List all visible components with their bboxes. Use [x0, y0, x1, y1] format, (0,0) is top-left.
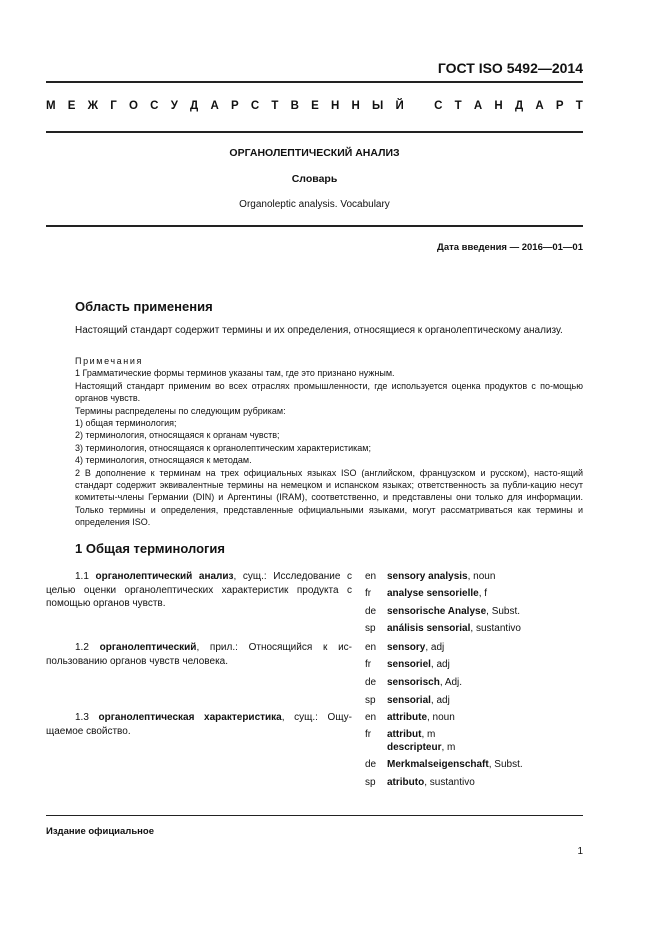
lang-code: sp — [365, 695, 376, 706]
term-name: органолептический — [99, 642, 197, 653]
banner-letter: Й — [395, 100, 404, 112]
page-number: 1 — [577, 846, 583, 857]
equivalent-term: attribute — [387, 712, 427, 723]
header-rule-bottom — [46, 131, 583, 133]
lang-code: sp — [365, 623, 376, 634]
banner-gap — [416, 100, 422, 112]
document-code: ГОСТ ISO 5492—2014 — [437, 60, 583, 76]
banner-letter: Т — [575, 100, 583, 112]
note-item: 2 В дополнение к терминам на трех официальных языках ISO (английском, французском и русском), насто-ящий стандарт содержит эквивалентные термины на немецком и испанском языках; ответственность за публи-кацию несут комитеты-члены Германии (DIN) и Аргентины (IRAM), соответственно, и представлены они только для информации. Только термины и определения, представленные официальными языками, могут рассматриваться как термины и определения ISO. — [75, 467, 583, 528]
lang-code: sp — [365, 777, 376, 788]
lang-code: de — [365, 759, 377, 770]
banner-letter: О — [129, 100, 138, 112]
lang-code: en — [365, 571, 377, 582]
equivalent-term: sensorial — [387, 695, 431, 706]
term-definition: , сущ.: Ощу-щаемое свойство. — [46, 712, 352, 737]
banner-letter: Г — [110, 100, 117, 112]
standard-title: ОРГАНОЛЕПТИЧЕСКИЙ АНАЛИЗ — [229, 147, 400, 159]
banner-letter: С — [250, 100, 260, 112]
term-entry-1-2 — [46, 641, 352, 668]
banner-letter: Е — [311, 100, 319, 112]
banner-letter: Д — [190, 100, 199, 112]
scope-heading: Область применения — [75, 299, 213, 314]
banner-letter: Р — [555, 100, 564, 112]
note-item: 4) терминология, относящаяся к методам. — [75, 455, 252, 466]
equivalent-term: attribut — [387, 729, 422, 740]
note-item: Термины распределены по следующим рубрикам: — [75, 405, 286, 416]
note-item: 2) терминология, относящаяся к органам чувств; — [75, 430, 280, 441]
banner-letter: У — [170, 100, 178, 112]
lang-code: fr — [365, 729, 372, 740]
banner-letter: Н — [351, 100, 360, 112]
term-definition: , сущ.: Исследование с целью оценки органолептических характеристик продукта с помощью органов чувств. — [46, 571, 353, 609]
banner-letter: Ы — [372, 100, 384, 112]
equivalent-term: sensory — [387, 642, 426, 653]
banner-letter: В — [290, 100, 299, 112]
banner-letter: Т — [271, 100, 279, 112]
equivalent-term: sensorische Analyse — [387, 606, 487, 617]
lang-code: en — [365, 642, 377, 653]
lang-code: en — [365, 712, 377, 723]
banner-letter: С — [434, 100, 443, 112]
term-name: органолептическая характеристика — [98, 712, 282, 723]
term-definition: , прил.: Относящийся к ис-пользованию органов чувств человека. — [46, 642, 352, 667]
banner-letter: Р — [230, 100, 239, 112]
interstate-standard-banner — [46, 100, 583, 112]
banner-letter: Т — [454, 100, 462, 112]
term-number: 1.1 — [75, 571, 89, 582]
term-number: 1.3 — [75, 712, 89, 723]
note-item: Настоящий стандарт применим во всех отраслях промышленности, где используется оценка продуктов с по-мощью органов чувств. — [75, 380, 583, 404]
equivalent-gram: , adj — [425, 642, 445, 653]
banner-letter: Н — [494, 100, 503, 112]
header-rule-top — [46, 81, 583, 83]
equivalent-gram: , Subst. — [488, 759, 523, 770]
lang-code: fr — [365, 659, 372, 670]
term-entry-1-3 — [46, 711, 352, 738]
note-item: 1 Грамматические формы терминов указаны там, где это признано нужным. — [75, 368, 395, 379]
equivalent-gram: , Adj. — [439, 677, 463, 688]
banner-letter: Н — [330, 100, 340, 112]
standard-english-title: Organoleptic analysis. Vocabulary — [239, 199, 390, 210]
equivalent-term: análisis sensorial — [387, 623, 471, 634]
equivalent-term: sensory analysis — [387, 571, 468, 582]
banner-letter: М — [46, 100, 56, 112]
scope-paragraph: Настоящий стандарт содержит термины и их определения, относящиеся к органолептическому анализу. — [75, 325, 563, 336]
term-entry-1-1 — [46, 570, 352, 611]
equivalent-term: sensoriel — [387, 659, 431, 670]
title-rule — [46, 225, 583, 227]
note-item: 1) общая терминология; — [75, 418, 177, 429]
standard-subtitle: Словарь — [291, 173, 338, 185]
banner-letter: А — [535, 100, 544, 112]
equivalent-term: analyse sensorielle — [387, 588, 479, 599]
equivalent-term: sensorisch — [387, 677, 440, 688]
term-number: 1.2 — [75, 642, 89, 653]
banner-letter: С — [150, 100, 159, 112]
equivalent-term: descripteur — [387, 742, 442, 753]
banner-letter: Е — [67, 100, 76, 112]
note-item: 3) терминология, относящаяся к органолептическим характеристикам; — [75, 442, 371, 453]
equivalent-gram: , m — [441, 742, 456, 753]
banner-letter: Д — [514, 100, 524, 112]
equivalent-gram: , adj — [430, 695, 450, 706]
equivalent-gram: , Subst. — [486, 606, 521, 617]
equivalent-gram: , adj — [430, 659, 450, 670]
lang-code: fr — [365, 588, 372, 599]
equivalent-gram: , f — [478, 588, 488, 599]
banner-letter: А — [210, 100, 219, 112]
section-1-heading: 1 Общая терминология — [75, 541, 226, 556]
equivalent-gram: , noun — [467, 571, 496, 582]
term-name: органолептический анализ — [95, 571, 234, 582]
equivalent-gram: , noun — [427, 712, 455, 723]
official-edition-label: Издание официальное — [46, 826, 154, 837]
notes-label: Примечания — [75, 356, 143, 366]
banner-letter: Ж — [87, 100, 99, 112]
equivalent-gram: , sustantivo — [424, 777, 475, 788]
equivalent-term: atributo — [387, 777, 425, 788]
equivalent-gram: , m — [421, 729, 436, 740]
banner-letter: А — [473, 100, 483, 112]
footer-rule — [46, 815, 583, 816]
lang-code: de — [365, 677, 377, 688]
introduction-date: Дата введения — 2016—01—01 — [437, 242, 583, 253]
lang-code: de — [365, 606, 377, 617]
equivalent-term: Merkmalseigenschaft — [387, 759, 489, 770]
equivalent-gram: , sustantivo — [470, 623, 521, 634]
scope-notes — [75, 355, 583, 529]
